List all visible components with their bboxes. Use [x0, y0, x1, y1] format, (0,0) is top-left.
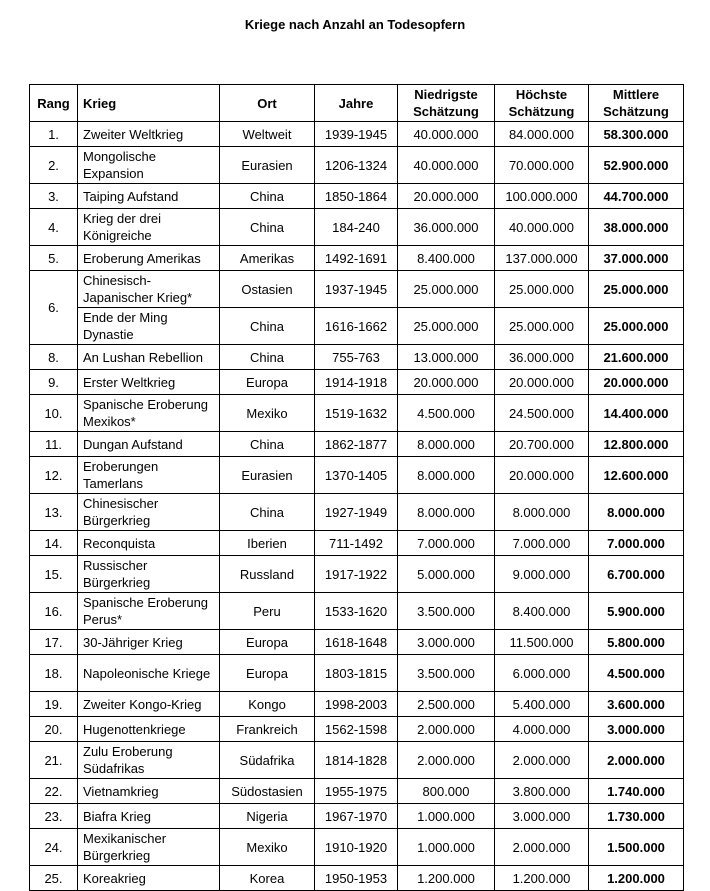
cell-mid-estimate: 37.000.000 — [589, 246, 684, 271]
cell-mid-estimate: 6.700.000 — [589, 556, 684, 593]
cell-place: China — [220, 209, 315, 246]
cell-mid-estimate: 3.000.000 — [589, 717, 684, 742]
cell-low-estimate: 40.000.000 — [398, 147, 495, 184]
cell-high-estimate: 5.400.000 — [495, 692, 589, 717]
cell-low-estimate: 13.000.000 — [398, 345, 495, 370]
table-row — [30, 692, 684, 717]
table-row — [30, 494, 684, 531]
cell-high-estimate: 8.400.000 — [495, 593, 589, 630]
cell-years: 1927-1949 — [315, 494, 398, 531]
cell-high-estimate: 4.000.000 — [495, 717, 589, 742]
header-mid-estimate: Mittlere Schätzung — [589, 85, 684, 122]
cell-rank: 11. — [30, 432, 78, 457]
cell-war: 30-Jähriger Krieg — [78, 630, 220, 655]
cell-rank: 20. — [30, 717, 78, 742]
table-row — [30, 655, 684, 692]
cell-place: Frankreich — [220, 717, 315, 742]
cell-high-estimate: 8.000.000 — [495, 494, 589, 531]
cell-war: Napoleonische Kriege — [78, 655, 220, 692]
cell-war: Biafra Krieg — [78, 804, 220, 829]
cell-place: Nigeria — [220, 804, 315, 829]
cell-rank: 10. — [30, 395, 78, 432]
table-row — [30, 184, 684, 209]
cell-rank: 19. — [30, 692, 78, 717]
cell-war: Vietnamkrieg — [78, 779, 220, 804]
cell-years: 1917-1922 — [315, 556, 398, 593]
cell-years: 1914-1918 — [315, 370, 398, 395]
table-row — [30, 457, 684, 494]
cell-place: Russland — [220, 556, 315, 593]
table-row — [30, 271, 684, 308]
header-low-estimate: Niedrigste Schätzung — [398, 85, 495, 122]
cell-high-estimate: 3.000.000 — [495, 804, 589, 829]
cell-low-estimate: 3.500.000 — [398, 655, 495, 692]
table-body — [30, 122, 684, 891]
cell-rank: 15. — [30, 556, 78, 593]
cell-war: Spanische Eroberung Mexikos* — [78, 395, 220, 432]
cell-mid-estimate: 58.300.000 — [589, 122, 684, 147]
table-row — [30, 122, 684, 147]
cell-years: 1814-1828 — [315, 742, 398, 779]
cell-war: Erster Weltkrieg — [78, 370, 220, 395]
cell-low-estimate: 2.000.000 — [398, 742, 495, 779]
cell-place: Europa — [220, 630, 315, 655]
cell-war: Koreakrieg — [78, 866, 220, 891]
cell-mid-estimate: 12.600.000 — [589, 457, 684, 494]
cell-low-estimate: 8.000.000 — [398, 494, 495, 531]
header-high-estimate: Höchste Schätzung — [495, 85, 589, 122]
cell-rank: 18. — [30, 655, 78, 692]
cell-years: 1492-1691 — [315, 246, 398, 271]
cell-years: 1850-1864 — [315, 184, 398, 209]
cell-mid-estimate: 1.740.000 — [589, 779, 684, 804]
header-row — [30, 85, 684, 122]
wars-table — [29, 84, 684, 891]
cell-war: Ende der Ming Dynastie — [78, 308, 220, 345]
table-row — [30, 717, 684, 742]
cell-place: Südafrika — [220, 742, 315, 779]
header-rank: Rang — [30, 85, 78, 122]
cell-place: Amerikas — [220, 246, 315, 271]
header-war: Krieg — [78, 85, 220, 122]
cell-rank: 25. — [30, 866, 78, 891]
cell-rank: 6. — [30, 271, 78, 345]
cell-place: China — [220, 184, 315, 209]
cell-rank: 22. — [30, 779, 78, 804]
table-row — [30, 556, 684, 593]
cell-mid-estimate: 2.000.000 — [589, 742, 684, 779]
cell-rank: 23. — [30, 804, 78, 829]
cell-war: Eroberungen Tamerlans — [78, 457, 220, 494]
cell-war: Hugenottenkriege — [78, 717, 220, 742]
cell-mid-estimate: 8.000.000 — [589, 494, 684, 531]
cell-low-estimate: 8.000.000 — [398, 432, 495, 457]
cell-mid-estimate: 25.000.000 — [589, 308, 684, 345]
cell-war: Spanische Eroberung Perus* — [78, 593, 220, 630]
cell-low-estimate: 800.000 — [398, 779, 495, 804]
cell-years: 1937-1945 — [315, 271, 398, 308]
cell-years: 1370-1405 — [315, 457, 398, 494]
cell-low-estimate: 36.000.000 — [398, 209, 495, 246]
cell-low-estimate: 20.000.000 — [398, 370, 495, 395]
cell-place: Kongo — [220, 692, 315, 717]
cell-rank: 3. — [30, 184, 78, 209]
cell-high-estimate: 84.000.000 — [495, 122, 589, 147]
cell-mid-estimate: 52.900.000 — [589, 147, 684, 184]
cell-mid-estimate: 44.700.000 — [589, 184, 684, 209]
cell-rank: 2. — [30, 147, 78, 184]
cell-years: 711-1492 — [315, 531, 398, 556]
cell-high-estimate: 24.500.000 — [495, 395, 589, 432]
cell-war: Krieg der drei Königreiche — [78, 209, 220, 246]
cell-rank: 13. — [30, 494, 78, 531]
cell-war: Eroberung Amerikas — [78, 246, 220, 271]
cell-high-estimate: 1.200.000 — [495, 866, 589, 891]
cell-low-estimate: 8.400.000 — [398, 246, 495, 271]
cell-low-estimate: 5.000.000 — [398, 556, 495, 593]
table-row — [30, 630, 684, 655]
cell-years: 1616-1662 — [315, 308, 398, 345]
cell-low-estimate: 1.000.000 — [398, 829, 495, 866]
cell-low-estimate: 25.000.000 — [398, 271, 495, 308]
cell-high-estimate: 25.000.000 — [495, 271, 589, 308]
cell-mid-estimate: 20.000.000 — [589, 370, 684, 395]
cell-low-estimate: 8.000.000 — [398, 457, 495, 494]
cell-high-estimate: 2.000.000 — [495, 829, 589, 866]
table-row — [30, 593, 684, 630]
cell-years: 184-240 — [315, 209, 398, 246]
header-years: Jahre — [315, 85, 398, 122]
cell-war: Zweiter Kongo-Krieg — [78, 692, 220, 717]
cell-mid-estimate: 25.000.000 — [589, 271, 684, 308]
page-title: Kriege nach Anzahl an Todesopfern — [244, 17, 466, 32]
table-row — [30, 147, 684, 184]
cell-high-estimate: 9.000.000 — [495, 556, 589, 593]
cell-years: 1803-1815 — [315, 655, 398, 692]
cell-rank: 4. — [30, 209, 78, 246]
cell-place: Peru — [220, 593, 315, 630]
cell-years: 1950-1953 — [315, 866, 398, 891]
cell-place: Weltweit — [220, 122, 315, 147]
table-row — [30, 804, 684, 829]
cell-war: Zweiter Weltkrieg — [78, 122, 220, 147]
cell-place: China — [220, 345, 315, 370]
cell-mid-estimate: 14.400.000 — [589, 395, 684, 432]
cell-place: Mexiko — [220, 829, 315, 866]
cell-low-estimate: 2.500.000 — [398, 692, 495, 717]
header-place: Ort — [220, 85, 315, 122]
cell-mid-estimate: 5.800.000 — [589, 630, 684, 655]
cell-rank: 21. — [30, 742, 78, 779]
cell-high-estimate: 100.000.000 — [495, 184, 589, 209]
cell-mid-estimate: 12.800.000 — [589, 432, 684, 457]
cell-mid-estimate: 21.600.000 — [589, 345, 684, 370]
cell-rank: 24. — [30, 829, 78, 866]
cell-war: Chinesisch-Japanischer Krieg* — [78, 271, 220, 308]
cell-high-estimate: 20.000.000 — [495, 457, 589, 494]
table-row — [30, 395, 684, 432]
cell-high-estimate: 20.000.000 — [495, 370, 589, 395]
cell-place: Europa — [220, 655, 315, 692]
cell-rank: 12. — [30, 457, 78, 494]
table-row — [30, 742, 684, 779]
table-row — [30, 246, 684, 271]
cell-mid-estimate: 3.600.000 — [589, 692, 684, 717]
table-row — [30, 531, 684, 556]
cell-place: China — [220, 494, 315, 531]
table-row — [30, 866, 684, 891]
cell-years: 1910-1920 — [315, 829, 398, 866]
cell-war: Chinesischer Bürgerkrieg — [78, 494, 220, 531]
cell-mid-estimate: 1.200.000 — [589, 866, 684, 891]
cell-mid-estimate: 7.000.000 — [589, 531, 684, 556]
cell-high-estimate: 137.000.000 — [495, 246, 589, 271]
cell-low-estimate: 1.200.000 — [398, 866, 495, 891]
cell-high-estimate: 70.000.000 — [495, 147, 589, 184]
table-row — [30, 829, 684, 866]
cell-mid-estimate: 4.500.000 — [589, 655, 684, 692]
cell-war: Reconquista — [78, 531, 220, 556]
cell-mid-estimate: 5.900.000 — [589, 593, 684, 630]
cell-war: Mexikanischer Bürgerkrieg — [78, 829, 220, 866]
cell-low-estimate: 4.500.000 — [398, 395, 495, 432]
cell-years: 1862-1877 — [315, 432, 398, 457]
table-row — [30, 345, 684, 370]
cell-rank: 9. — [30, 370, 78, 395]
cell-years: 1955-1975 — [315, 779, 398, 804]
cell-low-estimate: 2.000.000 — [398, 717, 495, 742]
cell-years: 1519-1632 — [315, 395, 398, 432]
table-row — [30, 432, 684, 457]
cell-years: 1939-1945 — [315, 122, 398, 147]
cell-low-estimate: 40.000.000 — [398, 122, 495, 147]
cell-war: Dungan Aufstand — [78, 432, 220, 457]
cell-place: Iberien — [220, 531, 315, 556]
cell-years: 1967-1970 — [315, 804, 398, 829]
cell-war: An Lushan Rebellion — [78, 345, 220, 370]
cell-war: Mongolische Expansion — [78, 147, 220, 184]
cell-high-estimate: 36.000.000 — [495, 345, 589, 370]
cell-low-estimate: 25.000.000 — [398, 308, 495, 345]
cell-rank: 14. — [30, 531, 78, 556]
cell-high-estimate: 40.000.000 — [495, 209, 589, 246]
cell-years: 1562-1598 — [315, 717, 398, 742]
cell-place: Eurasien — [220, 147, 315, 184]
cell-war: Russischer Bürgerkrieg — [78, 556, 220, 593]
cell-rank: 17. — [30, 630, 78, 655]
cell-mid-estimate: 38.000.000 — [589, 209, 684, 246]
table-row — [30, 308, 684, 345]
cell-place: Mexiko — [220, 395, 315, 432]
cell-high-estimate: 20.700.000 — [495, 432, 589, 457]
cell-years: 755-763 — [315, 345, 398, 370]
table-row — [30, 779, 684, 804]
cell-place: China — [220, 432, 315, 457]
cell-place: Korea — [220, 866, 315, 891]
cell-high-estimate: 3.800.000 — [495, 779, 589, 804]
cell-high-estimate: 2.000.000 — [495, 742, 589, 779]
cell-high-estimate: 25.000.000 — [495, 308, 589, 345]
cell-war: Zulu Eroberung Südafrikas — [78, 742, 220, 779]
cell-high-estimate: 11.500.000 — [495, 630, 589, 655]
cell-low-estimate: 7.000.000 — [398, 531, 495, 556]
cell-years: 1618-1648 — [315, 630, 398, 655]
table-row — [30, 370, 684, 395]
cell-rank: 16. — [30, 593, 78, 630]
cell-mid-estimate: 1.730.000 — [589, 804, 684, 829]
cell-mid-estimate: 1.500.000 — [589, 829, 684, 866]
table-row — [30, 209, 684, 246]
cell-low-estimate: 1.000.000 — [398, 804, 495, 829]
cell-rank: 5. — [30, 246, 78, 271]
cell-low-estimate: 3.500.000 — [398, 593, 495, 630]
cell-war: Taiping Aufstand — [78, 184, 220, 209]
cell-years: 1206-1324 — [315, 147, 398, 184]
cell-rank: 8. — [30, 345, 78, 370]
cell-place: Eurasien — [220, 457, 315, 494]
cell-place: Europa — [220, 370, 315, 395]
cell-rank: 1. — [30, 122, 78, 147]
cell-high-estimate: 7.000.000 — [495, 531, 589, 556]
cell-place: Ostasien — [220, 271, 315, 308]
cell-place: Südostasien — [220, 779, 315, 804]
cell-low-estimate: 3.000.000 — [398, 630, 495, 655]
cell-place: China — [220, 308, 315, 345]
cell-years: 1998-2003 — [315, 692, 398, 717]
cell-high-estimate: 6.000.000 — [495, 655, 589, 692]
cell-years: 1533-1620 — [315, 593, 398, 630]
cell-low-estimate: 20.000.000 — [398, 184, 495, 209]
